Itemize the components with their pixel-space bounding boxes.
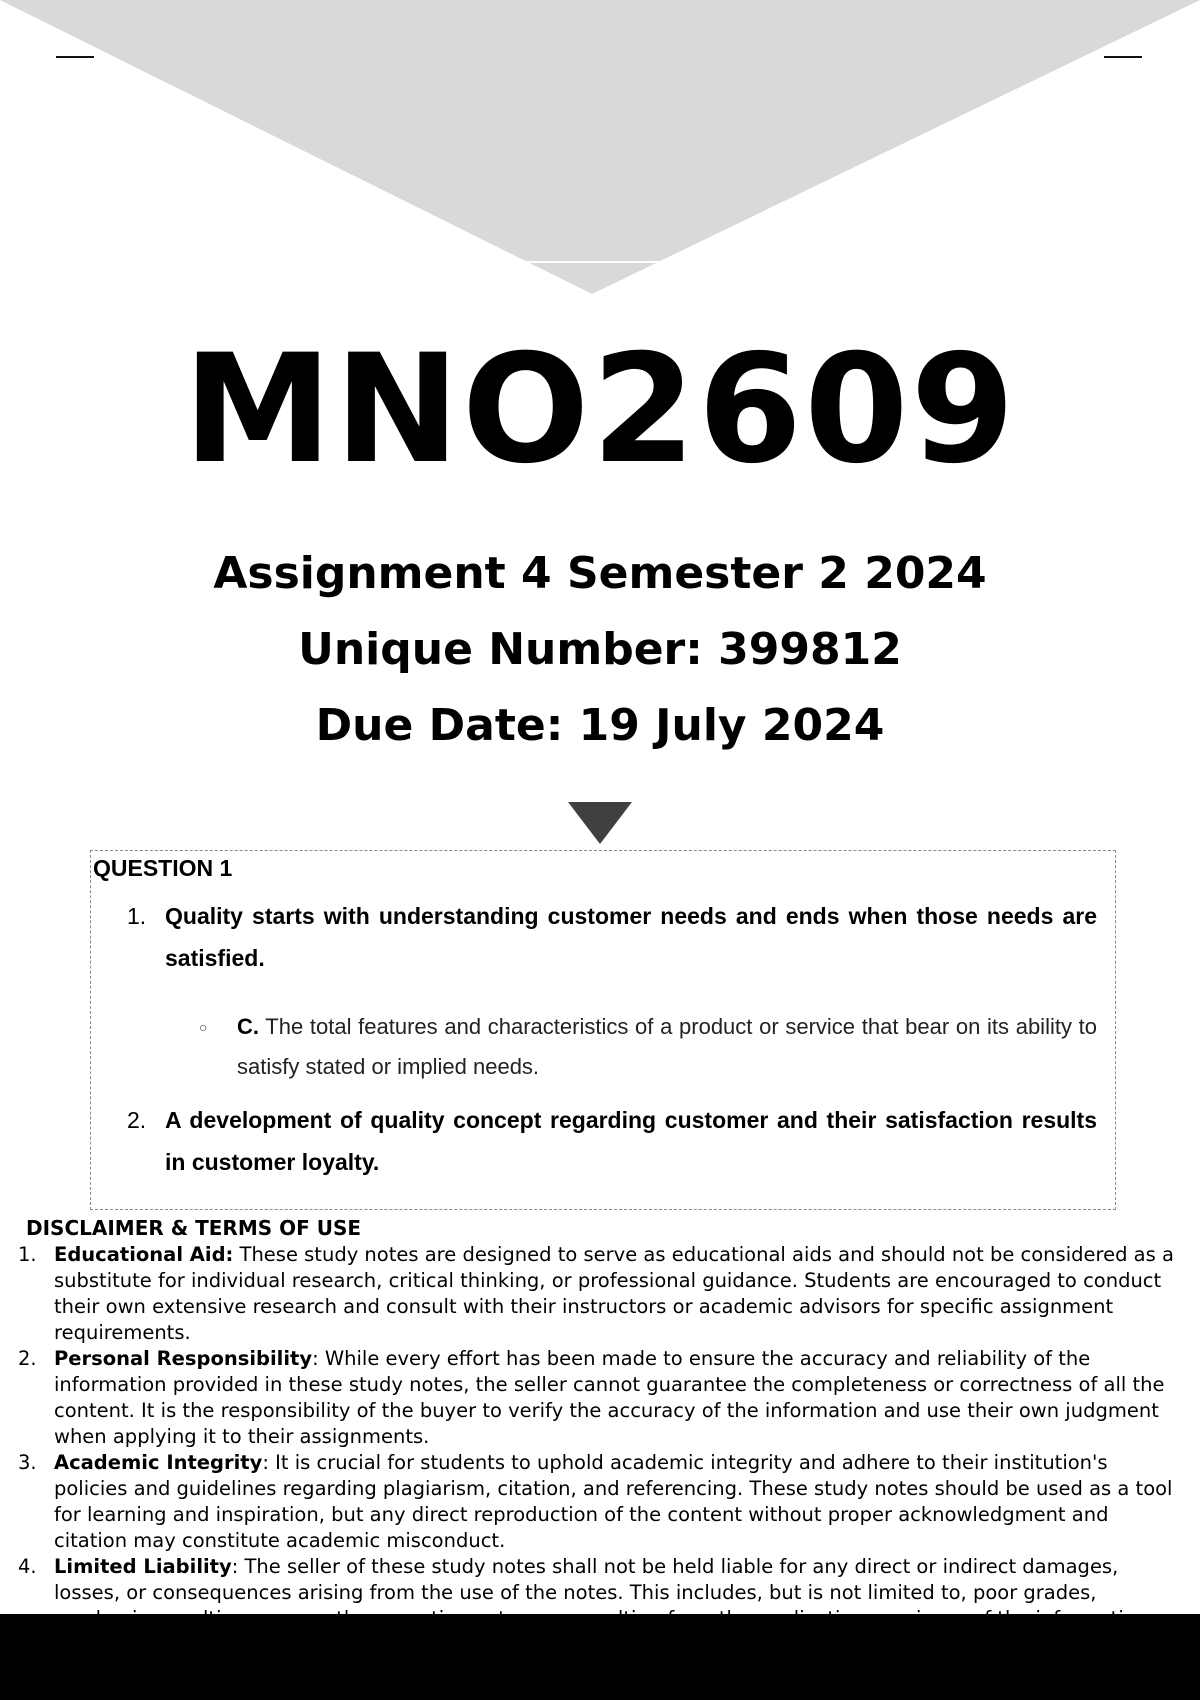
assignment-subtitle: Assignment 4 Semester 2 2024 [213, 548, 987, 599]
disclaimer-text: These study notes are designed to serve as educational aids and should not be considered as a substitute for individual research, critical thinking, or professional guidance. Students are encouraged to conduct their own extensive research and consult with their instructors or academic advisors for specific assignment requirements. [54, 1243, 1174, 1344]
disclaimer-list [18, 1242, 1184, 1632]
answer-option: C. [237, 1014, 259, 1039]
corner-rule-right [1104, 56, 1142, 58]
question-item [127, 895, 1097, 979]
question-box [90, 850, 1116, 1210]
unique-number: Unique Number: 399812 [298, 624, 902, 675]
viewer-bottom-bar [0, 1614, 1200, 1700]
question-number: 2. [127, 1107, 147, 1133]
disclaimer-item [18, 1242, 1184, 1346]
disclaimer-item [18, 1346, 1184, 1450]
question-text: A development of quality concept regarding customer and their satisfaction results in customer loyalty. [165, 1107, 1097, 1175]
disclaimer-number: 1. [18, 1243, 37, 1266]
disclaimer-text: : It is crucial for students to uphold academic integrity and adhere to their institution's policies and guidelines regarding plagiarism, citation, and referencing. These study notes should be used as a tool for learning and inspiration, but any direct reproduction of the content without proper acknowledgment and citation may constitute academic misconduct. [54, 1451, 1173, 1552]
header-chevron-graphic [0, 0, 1200, 300]
course-code-title: MNO2609 [183, 323, 1017, 497]
question-number: 1. [127, 903, 147, 929]
answer-text-wrap [237, 1007, 1097, 1087]
question-item [127, 1099, 1097, 1183]
disclaimer-title: DISCLAIMER & TERMS OF USE [26, 1216, 362, 1240]
due-date: Due Date: 19 July 2024 [315, 700, 885, 751]
disclaimer-lead: Academic Integrity [54, 1451, 263, 1474]
disclaimer-text: : The seller of these study notes shall not be held liable for any direct or indirect damages, losses, or consequences arising from the use of the notes. This includes, but is not limited to, poor grades, [54, 1555, 1119, 1604]
disclaimer-lead: Limited Liability [54, 1555, 232, 1578]
disclaimer-number: 4. [18, 1555, 37, 1578]
down-arrow-icon [568, 802, 632, 844]
chevron-shape [0, 0, 1200, 294]
answer-item [199, 1007, 1097, 1087]
answer-text: The total features and characteristics of a product or service that bear on its ability to satisfy stated or implied needs. [237, 1014, 1097, 1079]
question-text: Quality starts with understanding customer needs and ends when those needs are satisfied. [165, 903, 1097, 971]
corner-rule-left [56, 56, 94, 58]
disclaimer-item [18, 1450, 1184, 1554]
disclaimer-number: 3. [18, 1451, 37, 1474]
circle-bullet-icon: ○ [199, 1019, 208, 1035]
disclaimer-lead: Personal Responsibility [54, 1347, 313, 1370]
question-heading: QUESTION 1 [93, 855, 233, 881]
disclaimer-lead: Educational Aid: [54, 1243, 234, 1266]
disclaimer-text: : While every effort has been made to ensure the accuracy and reliability of the information provided in these study notes, the seller cannot guarantee the completeness or correctness of all the content. It is the responsibility of the buyer to verify the accuracy of the information and use their own judgment when applying it to their assignments. [54, 1347, 1165, 1448]
disclaimer-number: 2. [18, 1347, 37, 1370]
